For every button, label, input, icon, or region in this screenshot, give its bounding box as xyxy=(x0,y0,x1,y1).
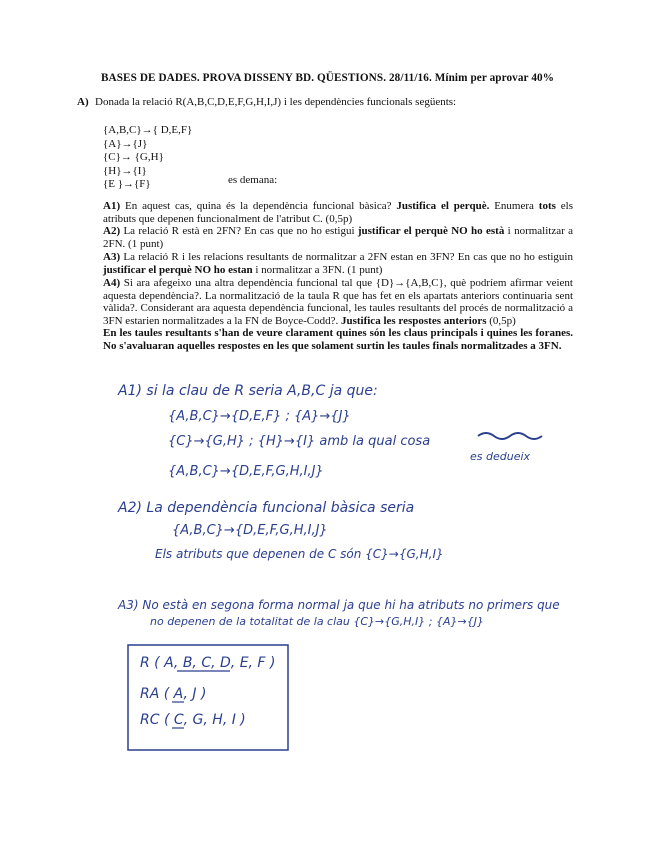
dependency-item: {E }→{F} xyxy=(103,178,151,191)
hw-a2-line3: Els atributs que depenen de C són {C}→{G,H,I} xyxy=(155,547,444,561)
section-a-intro: Donada la relació R(A,B,C,D,E,F,G,H,I,J) i les dependències funcionals següents: xyxy=(95,96,457,108)
question-text: La relació R està en 2FN? En cas que no ho estigui xyxy=(120,225,358,237)
question-label: A1) xyxy=(103,200,121,212)
dependency-item: {H}→{I} xyxy=(103,164,147,177)
question-text: Enumera xyxy=(489,200,539,212)
evaluation-note: En les taules resultants s'han de veure clarament quines són les claus principals i quines les foranes. No s'avaluaran aquelles respostes en les que solament surtin les taules finals normalitzades a 3FN. xyxy=(103,327,573,352)
hw-table-rc: RC ( C, G, H, I ) xyxy=(140,712,246,728)
question-text: els atributs que depenen funcionalment de l'atribut C. (0,5p) xyxy=(103,200,573,225)
scribble-mark xyxy=(478,433,542,439)
hw-table-ra: RA ( A, J ) xyxy=(140,686,207,702)
page-title: BASES DE DADES. PROVA DISSENY BD. QÜESTIONS. 28/11/16. Mínim per aprovar 40% xyxy=(100,72,554,84)
dependency-item: {A,B,C}→{ D,E,F} xyxy=(103,124,193,136)
question-emphasis: tots xyxy=(538,200,556,212)
question-emphasis: Justifica el perquè. xyxy=(396,200,490,212)
question-text: Si ara afegeixo una altra dependència funcional tal que {D}→{A,B,C}, què podríem afirmar veient aquesta dependència?. La normalització de la taula R que has fet en els apartats anteriors continuaria sent vàlida?. Considerant ara aquesta dependència funcional, les taules resultants del procés de normalització a 3FN estarien normalitzades a la FN de Boyce-Codd?. xyxy=(103,277,573,327)
hw-a3-line2: no depenen de la totalitat de la clau {C}→{G,H,I} ; {A}→{J} xyxy=(150,615,484,628)
hw-a2-line2: {A,B,C}→{D,E,F,G,H,I,J} xyxy=(172,523,328,538)
question-label: A4) xyxy=(103,277,121,289)
question-label: A2) xyxy=(103,225,121,237)
question-emphasis: Justifica les respostes anteriors xyxy=(340,314,487,327)
question-emphasis: justificar el perquè NO ho estan xyxy=(103,263,253,276)
question-text: La relació R i les relacions resultants de normalitzar a 2FN estan en 3FN? En cas que no ho estiguin xyxy=(120,251,573,263)
hw-a1-line2: {A,B,C}→{D,E,F} ; {A}→{J} xyxy=(168,409,351,424)
es-demana-label: es demana: xyxy=(228,174,278,186)
question-text: i normalitzar a 2FN. (1 punt) xyxy=(103,225,573,250)
hw-a1-line1: A1) si la clau de R seria A,B,C ja que: xyxy=(118,383,378,399)
question-text: En aquest cas, quina és la dependència funcional bàsica? xyxy=(120,200,397,212)
question-emphasis: justificar el perquè NO ho està xyxy=(357,225,505,237)
hw-a1-line3: {C}→{G,H} ; {H}→{I} amb la qual cosa xyxy=(168,434,431,449)
hw-a1-line4: {A,B,C}→{D,E,F,G,H,I,J} xyxy=(168,464,324,479)
section-a-letter: A) xyxy=(77,96,89,108)
hw-a3-line1: A3) No està en segona forma normal ja que hi ha atributs no primers que xyxy=(118,598,560,612)
hw-a1-line3b: es dedueix xyxy=(470,450,531,463)
question-text: i normalitzar a 3FN. (1 punt) xyxy=(252,263,383,276)
hw-a2-line1: A2) La dependència funcional bàsica seria xyxy=(118,500,415,516)
dependency-item: {C}→ {G,H} xyxy=(103,151,164,164)
dependency-item: {A}→{J} xyxy=(103,137,148,150)
hw-table-r: R ( A, B, C, D, E, F ) xyxy=(140,655,276,671)
question-label: A3) xyxy=(103,251,121,263)
question-text: (0,5p) xyxy=(486,314,516,327)
